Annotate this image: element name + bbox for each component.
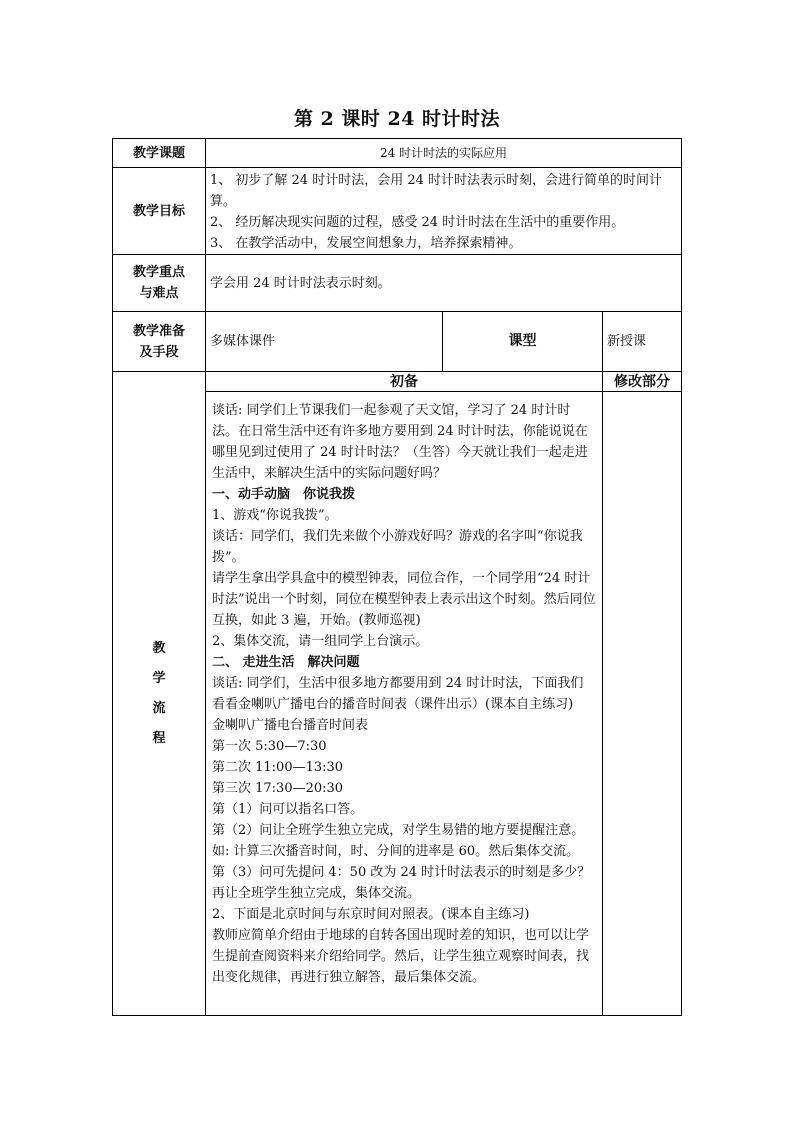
flow-paragraph: 请学生拿出学具盒中的模型钟表，同位合作，一个同学用“24 时计时法”说出一个时刻，同位在模型钟表上表示出这个时刻。然后同位互换，如此 3 遍，开始。(教师巡视): [212, 571, 596, 628]
flow-label-char-2: 学: [152, 670, 166, 686]
row-flow-header: [113, 372, 682, 392]
lesson-plan-table: [112, 138, 682, 1016]
keypoints-value: 学会用 24 时计时法表示时刻。: [206, 255, 682, 312]
flow-section-heading: 一、动手动脑 你说我拨: [212, 487, 356, 502]
goal-item-3: 3、 在教学活动中，发展空间想象力，培养探索精神。: [210, 236, 522, 251]
goal-item-2: 2、 经历解决现实问题的过程，感受 24 时计时法在生活中的重要作用。: [210, 215, 625, 230]
flow-paragraph: 金喇叭广播电台播音时间表: [212, 718, 369, 733]
flow-paragraph: 1、游戏“你说我拨”。: [212, 508, 338, 523]
flow-paragraph: 2、下面是北京时间与东京时间对照表。(课本自主练习): [212, 907, 530, 922]
flow-content: [206, 392, 603, 1016]
flow-label: [113, 372, 206, 1016]
row-prep: [113, 312, 682, 372]
flow-paragraph: 2、集体交流，请一组同学上台演示。: [212, 634, 429, 649]
lesson-type-label: 课型: [443, 312, 603, 372]
flow-section-heading: 二、 走进生活 解决问题: [212, 655, 360, 670]
topic-label: 教学课题: [113, 139, 206, 168]
prep-label-line2: 及手段: [139, 344, 179, 360]
flow-paragraph: 教师应简单介绍由于地球的自转各国出现时差的知识，也可以让学生提前查阅资料来介绍给同学。然后，让学生独立观察时间表，找出变化规律，再进行独立解答，最后集体交流。: [212, 928, 590, 985]
flow-paragraph: 第（2）问让全班学生独立完成，对学生易错的地方要提醒注意。如: 计算三次播音时间，时、分间的进率是 60。然后集体交流。: [212, 823, 585, 859]
flow-label-char-3: 流: [152, 700, 166, 716]
flow-paragraph: 第（1）问可以指名口答。: [212, 802, 364, 817]
flow-label-char-1: 教: [152, 640, 166, 656]
flow-paragraph: 第（3）问可先提问 4：50 改为 24 时计时法表示的时刻是多少？再让全班学生独立完成，集体交流。: [212, 865, 591, 901]
flow-paragraph: 谈话: 同学们，生活中很多地方都要用到 24 时计时法，下面我们看看金喇叭广播电台的播音时间表（课件出示）(课本自主练习): [212, 676, 584, 712]
page-title: 第 2 课时 24 时计时法: [293, 108, 501, 130]
prep-label-line1: 教学准备: [132, 323, 185, 339]
goals-list: [206, 168, 682, 255]
prep-label: [113, 312, 206, 372]
keypoints-label: [113, 255, 206, 312]
flow-label-char-4: 程: [152, 730, 166, 746]
prep-value: 多媒体课件: [206, 312, 443, 372]
row-topic: [113, 139, 682, 168]
flow-paragraph: 第二次 11:00—13:30: [212, 760, 344, 775]
row-keypoints: [113, 255, 682, 312]
topic-value: 24 时计时法的实际应用: [206, 139, 682, 168]
flow-paragraph: 谈话：同学们，我们先来做个小游戏好吗？游戏的名字叫“你说我拨”。: [212, 529, 583, 565]
row-goals: [113, 168, 682, 255]
goal-item-1: 1、 初步了解 24 时计时法，会用 24 时计时法表示时刻，会进行简单的时间计算。: [210, 173, 663, 209]
keypoints-label-line1: 教学重点: [132, 265, 185, 280]
flow-paragraph: 第三次 17:30—20:30: [212, 781, 344, 796]
draft-header: 初备: [206, 372, 603, 392]
revise-content: [603, 392, 682, 1016]
goals-label: 教学目标: [113, 168, 206, 255]
lesson-type-value: 新授课: [603, 312, 682, 372]
revise-header: 修改部分: [603, 372, 682, 392]
keypoints-label-line2: 与难点: [139, 286, 179, 301]
flow-paragraph: 谈话: 同学们上节课我们一起参观了天文馆，学习了 24 时计时法。在日常生活中还有许多地方要用到 24 时计时法，你能说说在哪里见到过使用了 24 时计时法？（生答）今天就让我们一起走进生活中，来解决生活中的实际问题好吗？: [212, 403, 588, 481]
flow-paragraph: 第一次 5:30—7:30: [212, 739, 327, 754]
